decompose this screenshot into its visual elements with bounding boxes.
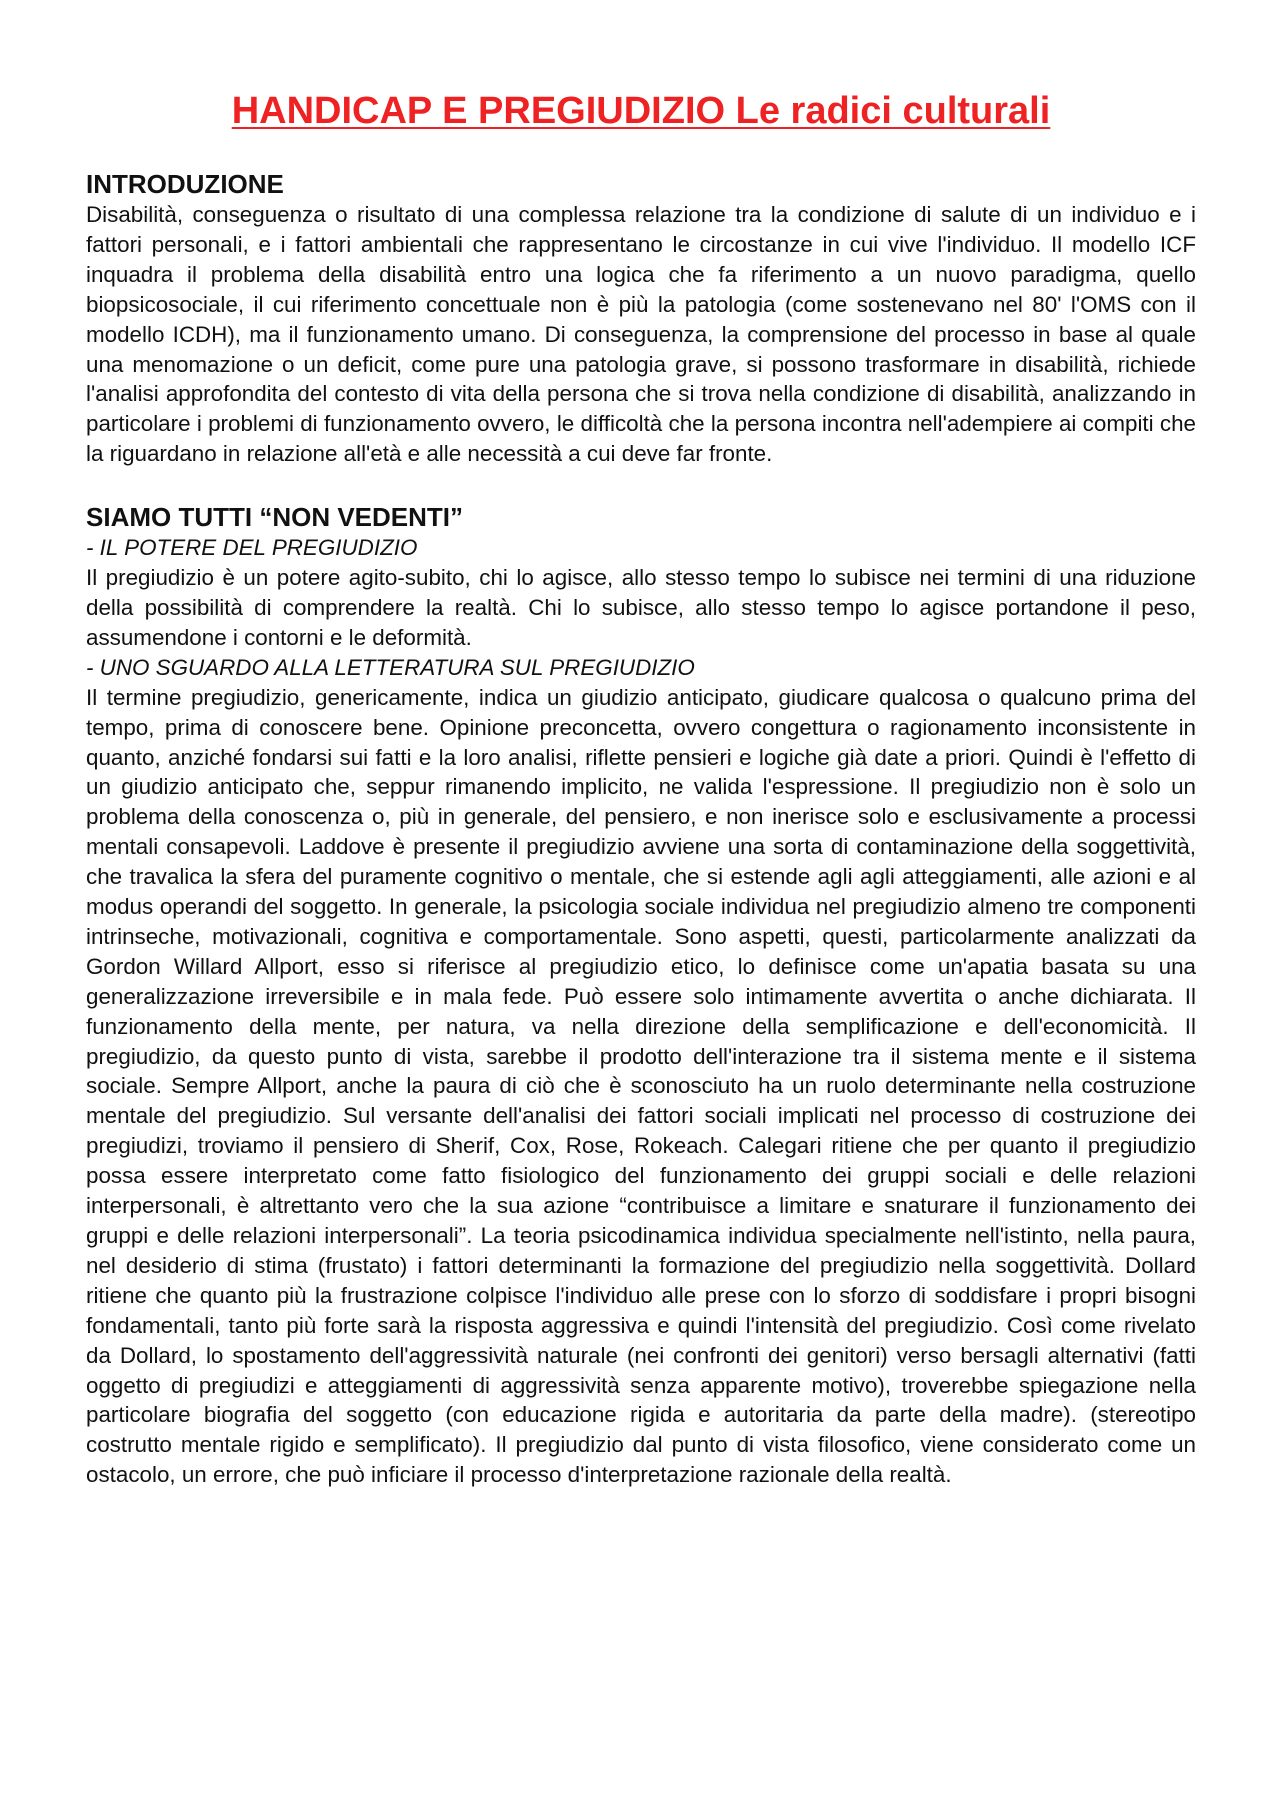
document-page xyxy=(86,88,1196,1490)
section-heading-introduzione: INTRODUZIONE xyxy=(86,169,284,199)
sguardo-letteratura-paragraph: Il termine pregiudizio, genericamente, indica un giudizio anticipato, giudicare qualcosa o qualcuno prima del tempo, prima di conoscere bene. Opinione preconcetta, ovvero congettura o ragionamento inconsistente in quanto, anziché fondarsi sui fatti e la loro analisi, riflette pensieri e logiche già date a priori. Quindi è l'effetto di un giudizio anticipato che, seppur rimanendo implicito, ne valida l'espressione. Il pregiudizio non è solo un problema della conoscenza o, più in generale, del pensiero, e non inerisce solo e esclusivamente a processi mentali consapevoli. Laddove è presente il pregiudizio avviene una sorta di contaminazione della soggettività, che travalica la sfera del puramente cognitivo o mentale, che si estende agli agli atteggiamenti, alle azioni e al modus operandi del soggetto. In generale, la psicologia sociale individua nel pregiudizio almeno tre componenti intrinseche, motivazionali, cognitiva e comportamentale. Sono aspetti, questi, particolarmente analizzati da Gordon Willard Allport, esso si riferisce al pregiudizio etico, lo definisce come un'apatia basata su una generalizzazione irreversibile e in mala fede. Può essere solo intimamente avvertita o anche dichiarata. Il funzionamento della mente, per natura, va nella direzione della semplificazione e dell'economicità. Il pregiudizio, da questo punto di vista, sarebbe il prodotto dell'interazione tra il sistema mente e il sistema sociale. Sempre Allport, anche la paura di ciò che è sconosciuto ha un ruolo determinante nella costruzione mentale del pregiudizio. Sul versante dell'analisi dei fattori sociali implicati nel processo di costruzione dei pregiudizi, troviamo il pensiero di Sherif, Cox, Rose, Rokeach. Calegari ritiene che per quanto il pregiudizio possa essere interpretato come fatto fisiologico del funzionamento dei gruppi sociali e delle relazioni interpersonali, è altrettanto vero che la sua azione “contribuisce a limitare e snaturare il funzionamento dei gruppi e delle relazioni interpersonali”. La teoria psicodinamica individua specialmente nell'istinto, nella paura, nel desiderio di stima (frustato) i fattori determinanti la formazione del pregiudizio nella soggettività. Dollard ritiene che quanto più la frustrazione colpisce l'individuo alle prese con lo sforzo di soddisfare i propri bisogni fondamentali, tanto più forte sarà la risposta aggressiva e quindi l'intensità del pregiudizio. Così come rivelato da Dollard, lo spostamento dell'aggressività naturale (nei confronti dei genitori) verso bersagli alternativi (fatti oggetto di pregiudizi e atteggiamenti di aggressività senza apparente motivo), troverebbe spiegazione nella particolare biografia del soggetto (con educazione rigida e autoritaria da parte della madre). (stereotipo costrutto mentale rigido e semplificato). Il pregiudizio dal punto di vista filosofico, viene considerato come un ostacolo, un errore, che può inficiare il processo d'interpretazione razionale della realtà. xyxy=(86,684,1196,1488)
potere-del-pregiudizio-paragraph: Il pregiudizio è un potere agito-subito, chi lo agisce, allo stesso tempo lo subisce nei termini di una riduzione della possibilità di comprendere la realtà. Chi lo subisce, allo stesso tempo lo agisce portandone il peso, assumendone i contorni e le deformità. xyxy=(86,565,1196,650)
section-heading-siamo-tutti-non-vedenti: SIAMO TUTTI “NON VEDENTI” xyxy=(86,502,463,533)
subheading-potere-del-pregiudizio: - IL POTERE DEL PREGIUDIZIO xyxy=(86,535,418,561)
document-title: HANDICAP E PREGIUDIZIO Le radici culturali xyxy=(231,90,1051,132)
introduzione-paragraph: Disabilità, conseguenza o risultato di una complessa relazione tra la condizione di salute di un individuo e i fattori personali, e i fattori ambientali che rappresentano le circostanze in cui vive l'individuo. Il modello ICF inquadra il problema della disabilità entro una logica che fa riferimento a un nuovo paradigma, quello biopsicosociale, il cui riferimento concettuale non è più la patologia (come sostenevano nel 80' l'OMS con il modello ICDH), ma il funzionamento umano. Di conseguenza, la comprensione del processo in base al quale una menomazione o un deficit, come pure una patologia grave, si possono trasformare in disabilità, richiede l'analisi approfondita del contesto di vita della persona che si trova nella condizione di disabilità, analizzando in particolare i problemi di funzionamento ovvero, le difficoltà che la persona incontra nell'adempiere ai compiti che la riguardano in relazione all'età e alle necessità a cui deve far fronte. xyxy=(86,202,1196,467)
subheading-sguardo-letteratura: - UNO SGUARDO ALLA LETTERATURA SUL PREGIUDIZIO xyxy=(86,654,695,680)
